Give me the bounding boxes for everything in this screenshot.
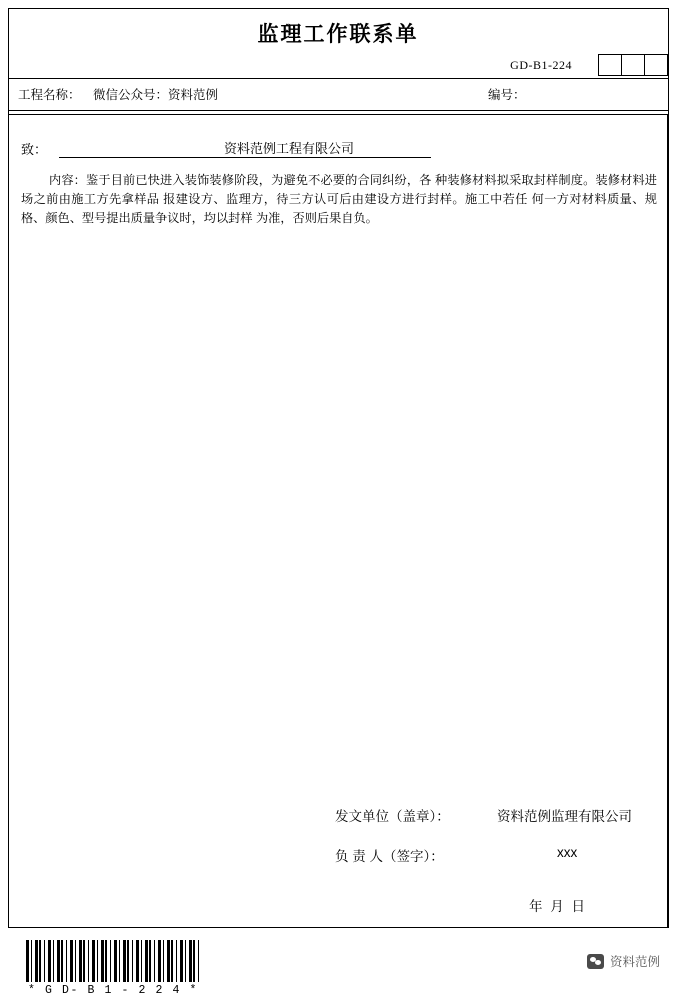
frame-right-border <box>668 8 669 928</box>
code-box-3[interactable] <box>644 54 668 76</box>
serial-number-label: 编号： <box>488 88 526 102</box>
watermark-label: 资料范例 <box>609 955 660 969</box>
project-row <box>8 78 668 110</box>
recipient-label: 致： <box>21 142 48 157</box>
person-row <box>9 845 667 885</box>
watermark <box>587 952 660 970</box>
barcode-bars <box>26 940 200 982</box>
frame-top-border <box>8 8 668 9</box>
code-box-group <box>599 54 668 76</box>
project-row-bottom-line <box>8 110 668 111</box>
issuer-row <box>9 805 667 845</box>
content-text: 内容：鉴于目前已快进入装饰装修阶段，为避免不必要的合同纠纷，各 种装修材料拟采取封样制度。装修材料进场之前由施工方先拿样品 报建设方、监理方，待三方认可后由建设方进行封样。施工中若任 何一方对材料质量、规格、颜色、型号提出质量争议时，均以封样 为准，否则后果自负。 <box>21 173 657 225</box>
person-label: 负 责 人（签字）： <box>335 849 444 864</box>
signature-block <box>9 805 667 885</box>
issuer-value: 资料范例监理有限公司 <box>497 809 632 824</box>
issuer-label: 发文单位（盖章）： <box>335 809 450 824</box>
barcode-text: * G D- B 1 - 2 2 4 * <box>27 984 199 997</box>
form-code: GD-B1-224 <box>510 58 572 72</box>
body-box <box>8 114 668 928</box>
date-line: 年 月 日 <box>529 899 588 914</box>
wechat-icon <box>587 954 604 969</box>
recipient-underline <box>59 157 431 158</box>
barcode <box>26 940 200 997</box>
code-box-2[interactable] <box>621 54 645 76</box>
page-title: 监理工作联系单 <box>257 23 419 46</box>
code-box-1[interactable] <box>598 54 622 76</box>
recipient-value: 资料范例工程有限公司 <box>223 141 354 156</box>
project-name-value: 微信公众号：资料范例 <box>93 88 219 102</box>
person-value: xxx <box>557 845 578 860</box>
project-name-label: 工程名称： <box>18 88 81 102</box>
